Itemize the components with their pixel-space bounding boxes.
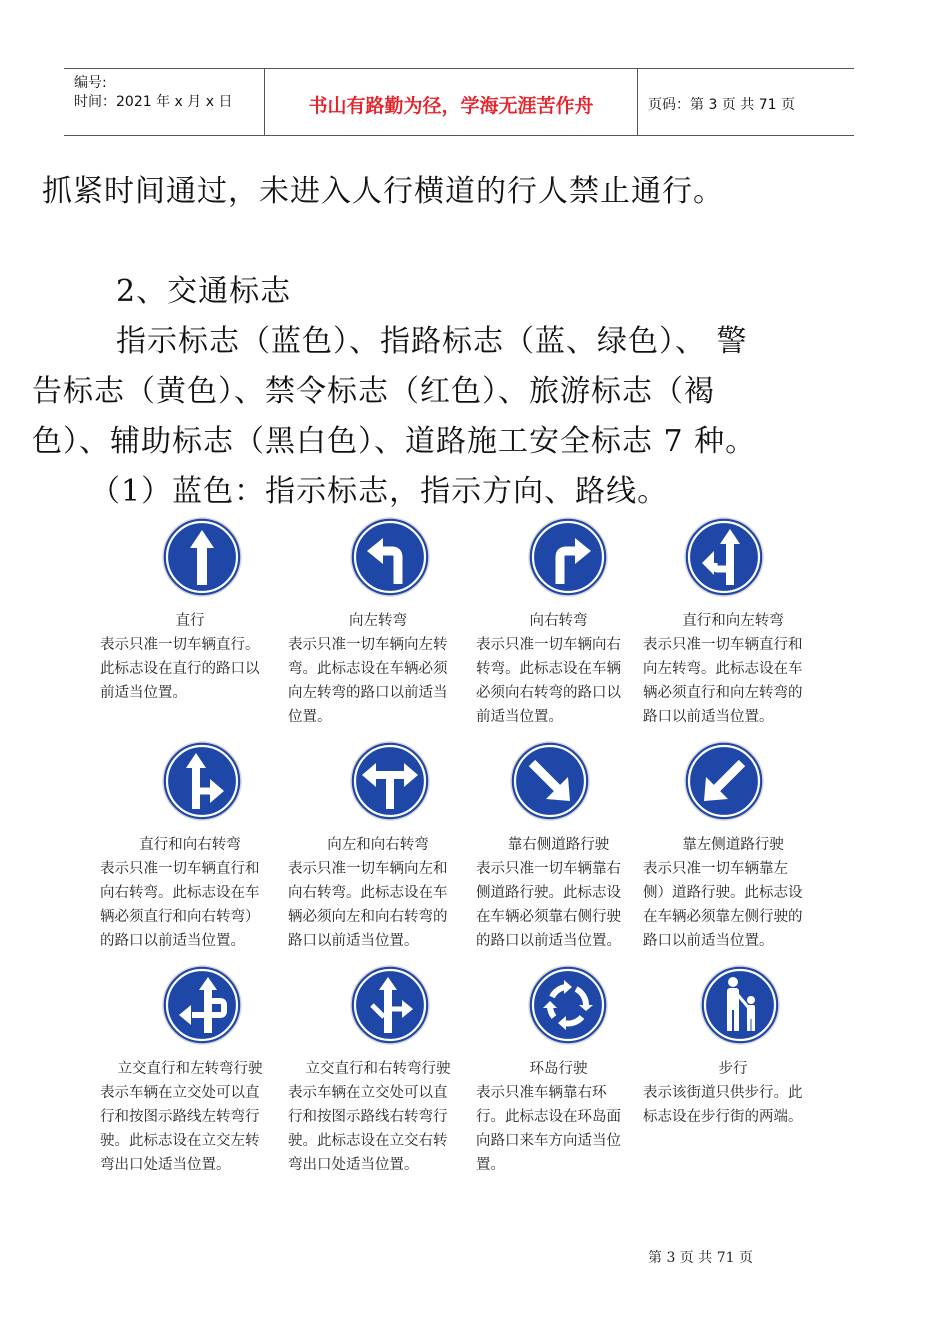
sign-caption bbox=[100, 1057, 280, 1177]
sign-desc-line: 行。此标志设在环岛面 bbox=[476, 1109, 621, 1125]
body-paragraph-line-3: 色）、辅助标志（黑白色）、道路施工安全标志 7 种。 bbox=[32, 424, 757, 459]
sign-title: 步行 bbox=[718, 1061, 748, 1077]
sign-desc-line: 表示只准一切车辆向左和 bbox=[288, 861, 448, 877]
sign-caption bbox=[288, 833, 468, 953]
body-paragraph-line-2: 告标志（黄色）、禁令标志（红色）、旅游标志（褐 bbox=[32, 374, 715, 409]
sign-caption bbox=[476, 833, 641, 953]
straight-or-right-arrow-icon bbox=[162, 741, 242, 821]
body-paragraph-line-1: 指示标志（蓝色）、指路标志（蓝、绿色）、 警 bbox=[116, 324, 748, 359]
sign-title: 靠左侧道路行驶 bbox=[682, 837, 784, 853]
sign-caption bbox=[643, 609, 823, 729]
sign-title: 直行 bbox=[175, 613, 205, 629]
sign-desc-line: 表示只准一切车辆靠右 bbox=[476, 861, 621, 877]
header-meta-cell bbox=[64, 69, 265, 135]
sign-desc-line: 前适当位置。 bbox=[100, 685, 187, 701]
section-heading: 2、交通标志 bbox=[116, 274, 292, 309]
sign-desc-line: 弯出口处适当位置。 bbox=[100, 1157, 231, 1173]
sign-desc-line: 行和按图示路线左转弯行 bbox=[100, 1109, 260, 1125]
code-label: 编号: bbox=[74, 75, 107, 91]
roundabout-icon bbox=[528, 965, 608, 1045]
sign-title: 直行和向左转弯 bbox=[682, 613, 784, 629]
sign-desc-line: 的路口以前适当位置。 bbox=[100, 933, 245, 949]
sign-desc-line: 表示车辆在立交处可以直 bbox=[100, 1085, 260, 1101]
pedestrian-icon bbox=[700, 965, 780, 1045]
sign-caption bbox=[476, 1057, 641, 1177]
sign-desc-line: 驶。此标志设在立交右转 bbox=[288, 1133, 448, 1149]
sign-desc-line: 向右转弯。此标志设在车 bbox=[100, 885, 260, 901]
sign-desc-line: 表示只准车辆靠右环 bbox=[476, 1085, 607, 1101]
sign-caption bbox=[643, 1057, 823, 1129]
sign-desc-line: 向路口来车方向适当位 bbox=[476, 1133, 621, 1149]
sign-desc-line: 弯。此标志设在车辆必须 bbox=[288, 661, 448, 677]
sign-desc-line: 辆必须直行和向左转弯的 bbox=[643, 685, 803, 701]
sign-desc-line: 表示只准一切车辆向左转 bbox=[288, 637, 448, 653]
sign-desc-line: 表示只准一切车辆向右 bbox=[476, 637, 621, 653]
sign-caption bbox=[288, 1057, 468, 1177]
sign-desc-line: 侧道路行驶。此标志设 bbox=[476, 885, 621, 901]
sign-title: 靠右侧道路行驶 bbox=[507, 837, 610, 853]
sign-desc-line: 弯出口处适当位置。 bbox=[288, 1157, 419, 1173]
sign-desc-line: 行和按图示路线右转弯行 bbox=[288, 1109, 448, 1125]
sign-desc-line: 转弯。此标志设在车辆 bbox=[476, 661, 621, 677]
sign-desc-line: 辆必须直行和向右转弯） bbox=[100, 909, 260, 925]
sign-desc-line: 表示只准一切车辆靠左 bbox=[643, 861, 788, 877]
sign-title: 向左和向右转弯 bbox=[327, 837, 429, 853]
turn-right-arrow-icon bbox=[528, 517, 608, 597]
keep-right-arrow-icon bbox=[510, 741, 590, 821]
time-label: 时间：2021 年 x 月 x 日 bbox=[74, 94, 233, 110]
sign-desc-line: 向右转弯。此标志设在车 bbox=[288, 885, 448, 901]
sign-title: 立交直行和左转弯行驶 bbox=[117, 1061, 263, 1077]
sign-desc-line: 在车辆必须靠左侧行驶的 bbox=[643, 909, 803, 925]
sign-caption bbox=[288, 609, 468, 729]
header-page-cell bbox=[638, 69, 854, 135]
sign-desc-line: 路口以前适当位置。 bbox=[643, 709, 774, 725]
sign-caption bbox=[100, 833, 280, 953]
sign-desc-line: 辆必须向左和向右转弯的 bbox=[288, 909, 448, 925]
sign-desc-line: 的路口以前适当位置。 bbox=[476, 933, 621, 949]
sign-desc-line: 标志设在步行街的两端。 bbox=[643, 1109, 803, 1125]
body-paragraph-line-4: （1）蓝色：指示标志，指示方向、路线。 bbox=[90, 474, 669, 509]
sign-desc-line: 向左转弯。此标志设在车 bbox=[643, 661, 803, 677]
sign-desc-line: 表示该街道只供步行。此 bbox=[643, 1085, 803, 1101]
sign-desc-line: 位置。 bbox=[288, 709, 332, 725]
sign-desc-line: 表示只准一切车辆直行。 bbox=[100, 637, 260, 653]
turn-left-arrow-icon bbox=[350, 517, 430, 597]
sign-title: 环岛行驶 bbox=[529, 1061, 588, 1077]
sign-desc-line: 置。 bbox=[476, 1157, 505, 1173]
sign-desc-line: 侧）道路行驶。此标志设 bbox=[643, 885, 803, 901]
sign-title: 向右转弯 bbox=[529, 613, 588, 629]
sign-title: 向左转弯 bbox=[349, 613, 407, 629]
straight-or-left-arrow-icon bbox=[684, 517, 764, 597]
straight-arrow-icon bbox=[162, 517, 242, 597]
sign-desc-line: 此标志设在直行的路口以 bbox=[100, 661, 260, 677]
body-line-1: 抓紧时间通过，未进入人行横道的行人禁止通行。 bbox=[42, 174, 724, 209]
sign-title: 直行和向右转弯 bbox=[139, 837, 241, 853]
sign-desc-line: 向左转弯的路口以前适当 bbox=[288, 685, 448, 701]
sign-desc-line: 在车辆必须靠右侧行驶 bbox=[476, 909, 621, 925]
sign-title: 立交直行和右转弯行驶 bbox=[305, 1061, 451, 1077]
sign-desc-line: 表示只准一切车辆直行和 bbox=[643, 637, 803, 653]
sign-desc-line: 路口以前适当位置。 bbox=[643, 933, 774, 949]
page-footer: 第 3 页 共 71 页 bbox=[648, 1250, 753, 1266]
sign-desc-line: 驶。此标志设在立交左转 bbox=[100, 1133, 260, 1149]
motto: 书山有路勤为径，学海无涯苦作舟 bbox=[308, 95, 594, 117]
sign-desc-line: 前适当位置。 bbox=[476, 709, 563, 725]
keep-left-arrow-icon bbox=[684, 741, 764, 821]
sign-caption bbox=[476, 609, 641, 729]
header-page-number: 页码：第 3 页 共 71 页 bbox=[648, 97, 795, 113]
sign-desc-line: 路口以前适当位置。 bbox=[288, 933, 419, 949]
page-header bbox=[64, 68, 854, 136]
sign-desc-line: 必须向右转弯的路口以 bbox=[476, 685, 621, 701]
left-or-right-arrow-icon bbox=[350, 741, 430, 821]
header-motto-cell bbox=[265, 69, 638, 135]
interchange-straight-right-icon bbox=[350, 965, 430, 1045]
sign-desc-line: 表示只准一切车辆直行和 bbox=[100, 861, 260, 877]
interchange-straight-left-icon bbox=[162, 965, 242, 1045]
sign-caption bbox=[100, 609, 280, 705]
sign-caption bbox=[643, 833, 823, 953]
sign-desc-line: 表示车辆在立交处可以直 bbox=[288, 1085, 448, 1101]
